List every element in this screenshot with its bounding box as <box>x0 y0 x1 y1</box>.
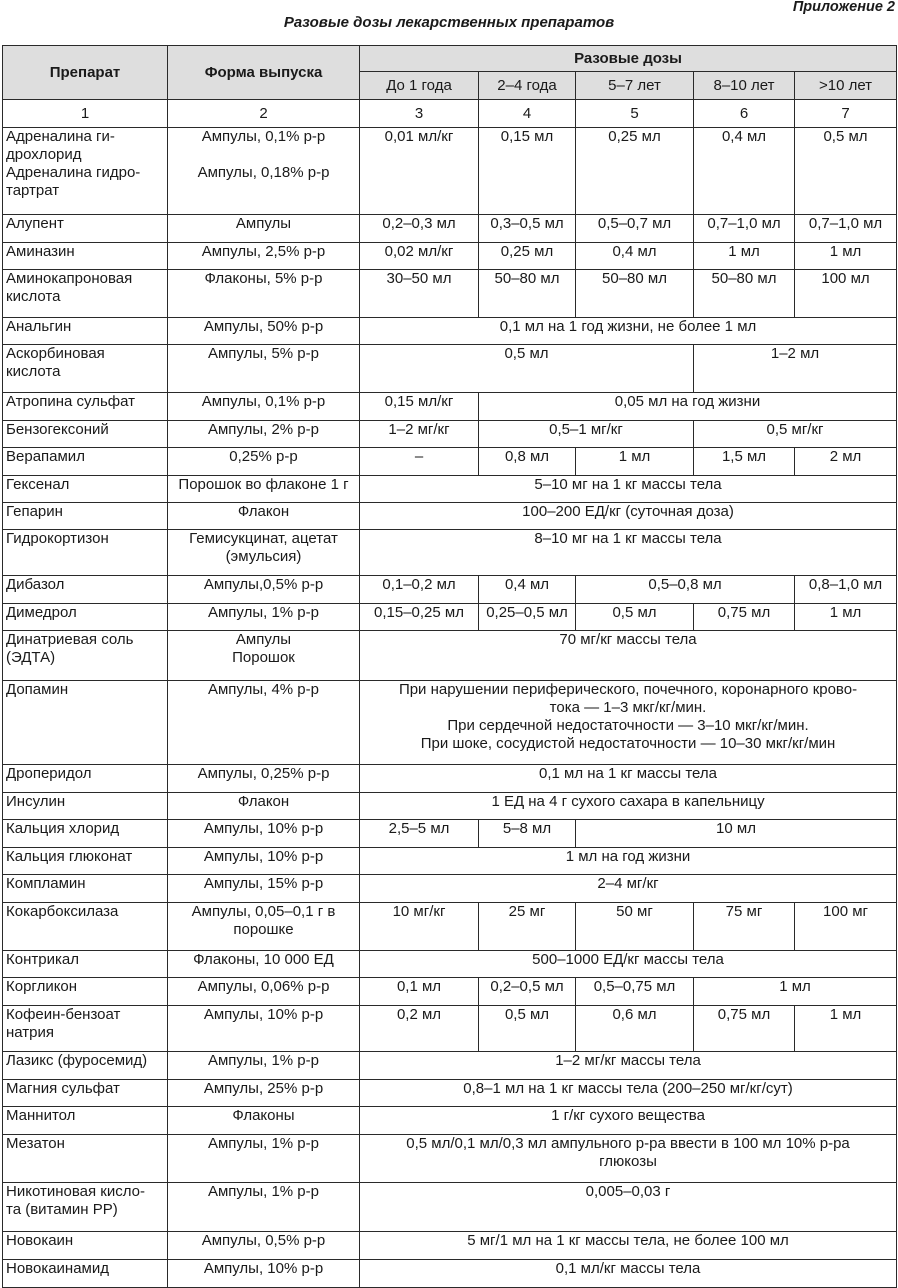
release-form-line: Ампулы, 0,1% р-р <box>201 393 326 410</box>
release-form-cell <box>168 681 360 765</box>
release-form-line: Гемисукцинат, ацетат <box>189 530 338 547</box>
dose-cell: 10 мл <box>576 820 897 848</box>
dose-cell: 0,5–0,8 мл <box>576 576 795 604</box>
dose-cell: 0,6 мл <box>576 1006 694 1052</box>
dose-cell: 500–1000 ЕД/кг массы тела <box>360 951 897 978</box>
drug-name-line: Контрикал <box>6 951 79 968</box>
dose-cell: 0,3–0,5 мл <box>479 215 576 243</box>
drug-name-line: дрохлорид <box>6 146 82 163</box>
drug-name-line: Коргликон <box>6 978 78 995</box>
drug-name-line: Алупент <box>6 215 64 232</box>
dose-cell: 0,5 мл <box>479 1006 576 1052</box>
table-row <box>3 1107 897 1135</box>
column-number: 5 <box>576 100 694 128</box>
dose-cell: 0,15–0,25 мл <box>360 604 479 631</box>
dose-cell: 0,5–0,7 мл <box>576 215 694 243</box>
drug-name-line: Аскорбиновая <box>6 345 105 362</box>
dose-cell: 1 мл <box>795 243 897 270</box>
drug-name-cell <box>3 903 168 951</box>
dose-cell <box>360 1135 897 1183</box>
dose-cell: 0,8–1 мл на 1 кг массы тела (200–250 мг/кг/сут) <box>360 1080 897 1107</box>
column-number: 6 <box>694 100 795 128</box>
dose-cell: 0,1 мл <box>360 978 479 1006</box>
release-form-cell <box>168 270 360 318</box>
table-row <box>3 848 897 875</box>
drug-name-line: Новокаин <box>6 1232 74 1249</box>
dose-cell: 0,7–1,0 мл <box>795 215 897 243</box>
dose-line: При нарушении периферического, почечного, коронарного крово- <box>398 681 858 698</box>
appendix-label: Приложение 2 <box>792 0 895 15</box>
column-number: 3 <box>360 100 479 128</box>
dose-cell: 0,1 мл/кг массы тела <box>360 1260 897 1288</box>
dose-cell: 100 мг <box>795 903 897 951</box>
drug-name-line: Маннитол <box>6 1107 76 1124</box>
release-form-cell <box>168 820 360 848</box>
release-form-cell <box>168 1232 360 1260</box>
header-age: 8–10 лет <box>694 72 795 100</box>
table-row <box>3 215 897 243</box>
column-number: 2 <box>168 100 360 128</box>
dose-line: При шоке, сосудистой недостаточности — 10–30 мкг/кг/мин <box>420 735 836 752</box>
release-form-line: Ампулы, 0,06% р-р <box>197 978 330 995</box>
dose-cell: 0,5 мг/кг <box>694 421 897 448</box>
release-form-cell <box>168 448 360 476</box>
release-form-cell <box>168 631 360 681</box>
dose-cell: 0,1–0,2 мл <box>360 576 479 604</box>
release-form-cell <box>168 1183 360 1232</box>
release-form-line: Ампулы, 4% р-р <box>207 681 319 698</box>
dose-cell: 5–10 мг на 1 кг массы тела <box>360 476 897 503</box>
table-row <box>3 1260 897 1288</box>
drug-name-line: Мезатон <box>6 1135 65 1152</box>
dose-cell: 1 мл <box>795 604 897 631</box>
dose-cell: 50 мг <box>576 903 694 951</box>
dose-cell: 0,25 мл <box>576 128 694 215</box>
drug-name-cell <box>3 765 168 793</box>
drug-name-line: Гидрокортизон <box>6 530 109 547</box>
drug-name-line: Адреналина ги- <box>6 128 115 145</box>
table-row <box>3 476 897 503</box>
dose-cell: 2 мл <box>795 448 897 476</box>
drug-name-cell <box>3 476 168 503</box>
table-row <box>3 448 897 476</box>
release-form-cell <box>168 421 360 448</box>
dose-cell: 1 мл <box>795 1006 897 1052</box>
drug-name-cell <box>3 604 168 631</box>
dose-cell: – <box>360 448 479 476</box>
dose-cell: 50–80 мл <box>479 270 576 318</box>
drug-name-line: Атропина сульфат <box>6 393 135 410</box>
dose-cell: 0,4 мл <box>694 128 795 215</box>
dose-cell: 1 мл <box>694 978 897 1006</box>
drug-name-line: Дроперидол <box>6 765 92 782</box>
table-row <box>3 421 897 448</box>
table-row <box>3 1080 897 1107</box>
dose-cell: 0,4 мл <box>576 243 694 270</box>
dose-cell: 5–8 мл <box>479 820 576 848</box>
dose-cell: 0,5 мл <box>795 128 897 215</box>
table-row <box>3 951 897 978</box>
dose-cell: 0,02 мл/кг <box>360 243 479 270</box>
release-form-line: Ампулы, 1% р-р <box>207 1183 319 1200</box>
release-form-line: (эмульсия) <box>225 548 302 565</box>
dose-cell: 1–2 мл <box>694 345 897 393</box>
release-form-cell <box>168 215 360 243</box>
release-form-line: Ампулы, 2,5% р-р <box>201 243 326 260</box>
release-form-cell <box>168 393 360 421</box>
release-form-cell <box>168 1052 360 1080</box>
dose-line: тока — 1–3 мкг/кг/мин. <box>549 699 707 716</box>
release-form-cell <box>168 1107 360 1135</box>
dose-cell: 0,005–0,03 г <box>360 1183 897 1232</box>
drug-name-cell <box>3 576 168 604</box>
dose-cell: 0,8–1,0 мл <box>795 576 897 604</box>
drug-name-line: Анальгин <box>6 318 72 335</box>
release-form-line: Флаконы, 10 000 ЕД <box>193 951 334 968</box>
header-form: Форма выпуска <box>168 46 360 100</box>
table-row <box>3 1135 897 1183</box>
drug-name-cell <box>3 448 168 476</box>
dose-cell: 30–50 мл <box>360 270 479 318</box>
table-row <box>3 978 897 1006</box>
table-row <box>3 875 897 903</box>
dose-line: При сердечной недостаточности — 3–10 мкг/кг/мин. <box>447 717 809 734</box>
release-form-line: Ампулы, 2% р-р <box>207 421 319 438</box>
table-row <box>3 1006 897 1052</box>
drug-name-cell <box>3 503 168 530</box>
release-form-line: Флаконы <box>232 1107 295 1124</box>
release-form-line: Флакон <box>237 503 290 520</box>
release-form-cell <box>168 476 360 503</box>
dose-cell: 0,7–1,0 мл <box>694 215 795 243</box>
release-form-cell <box>168 848 360 875</box>
dose-cell: 75 мг <box>694 903 795 951</box>
release-form-line: Ампулы, 10% р-р <box>203 820 324 837</box>
drug-name-cell <box>3 951 168 978</box>
drug-name-cell <box>3 1006 168 1052</box>
dose-cell: 1 ЕД на 4 г сухого сахара в капельницу <box>360 793 897 820</box>
drug-name-line: Никотиновая кисло- <box>6 1183 145 1200</box>
drug-name-cell <box>3 1107 168 1135</box>
header-age: 5–7 лет <box>576 72 694 100</box>
release-form-line: Ампулы, 50% р-р <box>203 318 324 335</box>
dose-cell: 1 мл <box>576 448 694 476</box>
release-form-line: Ампулы <box>235 215 292 232</box>
drug-name-line: Кальция хлорид <box>6 820 120 837</box>
dose-cell: 0,5–1 мг/кг <box>479 421 694 448</box>
release-form-line: Порошок <box>232 649 295 666</box>
doses-table <box>2 45 897 1288</box>
dose-cell: 0,2–0,5 мл <box>479 978 576 1006</box>
dose-cell: 0,05 мл на год жизни <box>479 393 897 421</box>
release-form-cell <box>168 530 360 576</box>
drug-name-line: та (витамин РР) <box>6 1201 118 1218</box>
table-row <box>3 681 897 765</box>
drug-name-cell <box>3 393 168 421</box>
drug-name-cell <box>3 848 168 875</box>
dose-cell: 2–4 мг/кг <box>360 875 897 903</box>
table-row <box>3 903 897 951</box>
drug-name-cell <box>3 128 168 215</box>
drug-name-cell <box>3 1232 168 1260</box>
drug-name-line: Аминазин <box>6 243 75 260</box>
drug-name-line: Динатриевая соль <box>6 631 134 648</box>
drug-name-line: Верапамил <box>6 448 85 465</box>
dose-cell <box>360 681 897 765</box>
dose-cell: 0,15 мл <box>479 128 576 215</box>
dose-cell: 1,5 мл <box>694 448 795 476</box>
dose-cell: 10 мг/кг <box>360 903 479 951</box>
header-age: 2–4 года <box>479 72 576 100</box>
table-row <box>3 1232 897 1260</box>
table-row <box>3 765 897 793</box>
drug-name-line: Бензогексоний <box>6 421 109 438</box>
dose-cell: 0,5 мл <box>360 345 694 393</box>
drug-name-line: Новокаинамид <box>6 1260 110 1277</box>
drug-name-line: Адреналина гидро- <box>6 164 141 181</box>
release-form-line: Ампулы, 15% р-р <box>203 875 324 892</box>
drug-name-cell <box>3 345 168 393</box>
column-number: 7 <box>795 100 897 128</box>
drug-name-cell <box>3 978 168 1006</box>
dose-cell: 2,5–5 мл <box>360 820 479 848</box>
table-row <box>3 128 897 215</box>
column-number-row <box>3 100 897 128</box>
header-age: >10 лет <box>795 72 897 100</box>
table-row <box>3 1052 897 1080</box>
dose-cell: 0,5–0,75 мл <box>576 978 694 1006</box>
table-row <box>3 1183 897 1232</box>
table-row <box>3 345 897 393</box>
release-form-line: Ампулы, 25% р-р <box>203 1080 324 1097</box>
drug-name-line: Кокарбоксилаза <box>6 903 119 920</box>
drug-name-line: Магния сульфат <box>6 1080 120 1097</box>
drug-name-cell <box>3 681 168 765</box>
table-row <box>3 318 897 345</box>
dose-cell: 100–200 ЕД/кг (суточная доза) <box>360 503 897 530</box>
release-form-line: Ампулы, 1% р-р <box>207 1052 319 1069</box>
header-doses: Разовые дозы <box>360 46 897 72</box>
dose-cell: 0,15 мл/кг <box>360 393 479 421</box>
release-form-cell <box>168 903 360 951</box>
release-form-cell <box>168 243 360 270</box>
drug-name-cell <box>3 270 168 318</box>
drug-name-cell <box>3 793 168 820</box>
table-row <box>3 631 897 681</box>
dose-cell: 0,75 мл <box>694 1006 795 1052</box>
dose-cell: 5 мг/1 мл на 1 кг массы тела, не более 100 мл <box>360 1232 897 1260</box>
release-form-line: 0,25% р-р <box>229 448 298 465</box>
header-age: До 1 года <box>360 72 479 100</box>
table-row <box>3 576 897 604</box>
drug-name-line: (ЭДТА) <box>6 649 56 666</box>
dose-cell: 50–80 мл <box>694 270 795 318</box>
table-row <box>3 530 897 576</box>
release-form-line: Флаконы, 5% р-р <box>204 270 323 287</box>
header-drug: Препарат <box>3 46 168 100</box>
release-form-line: Ампулы, 1% р-р <box>207 604 319 621</box>
dose-cell: 1–2 мг/кг массы тела <box>360 1052 897 1080</box>
dose-cell: 1 г/кг сухого вещества <box>360 1107 897 1135</box>
dose-cell: 0,8 мл <box>479 448 576 476</box>
release-form-cell <box>168 1080 360 1107</box>
dose-cell: 1–2 мг/кг <box>360 421 479 448</box>
release-form-line: Порошок во флаконе 1 г <box>178 476 349 493</box>
drug-name-line: Кальция глюконат <box>6 848 133 865</box>
drug-name-cell <box>3 1183 168 1232</box>
release-form-cell <box>168 1006 360 1052</box>
release-form-cell <box>168 875 360 903</box>
table-row <box>3 270 897 318</box>
drug-name-line: натрия <box>6 1024 55 1041</box>
table-row <box>3 243 897 270</box>
dose-cell: 0,25–0,5 мл <box>479 604 576 631</box>
dose-cell: 0,01 мл/кг <box>360 128 479 215</box>
dose-cell: 0,1 мл на 1 год жизни, не более 1 мл <box>360 318 897 345</box>
release-form-line: Флакон <box>237 793 290 810</box>
release-form-line: Ампулы, 0,18% р-р <box>197 164 330 181</box>
dose-cell: 0,2–0,3 мл <box>360 215 479 243</box>
release-form-cell <box>168 318 360 345</box>
drug-name-line: Инсулин <box>6 793 66 810</box>
dose-cell: 0,4 мл <box>479 576 576 604</box>
drug-name-cell <box>3 215 168 243</box>
drug-name-line: Аминокапроновая <box>6 270 133 287</box>
release-form-line: Ампулы <box>235 631 292 648</box>
drug-name-cell <box>3 1052 168 1080</box>
release-form-cell <box>168 576 360 604</box>
table-row <box>3 393 897 421</box>
dose-cell: 100 мл <box>795 270 897 318</box>
dose-cell: 1 мл <box>694 243 795 270</box>
drug-name-cell <box>3 820 168 848</box>
drug-name-cell <box>3 1260 168 1288</box>
table-row <box>3 503 897 530</box>
drug-name-line: кислота <box>6 288 61 305</box>
release-form-line: Ампулы, 0,05–0,1 г в <box>191 903 336 920</box>
release-form-cell <box>168 604 360 631</box>
drug-name-cell <box>3 1080 168 1107</box>
drug-name-line: Кофеин-бензоат <box>6 1006 121 1023</box>
release-form-line: Ампулы, 10% р-р <box>203 1260 324 1277</box>
drug-name-cell <box>3 1135 168 1183</box>
release-form-cell <box>168 978 360 1006</box>
drug-name-cell <box>3 631 168 681</box>
dose-cell: 0,75 мл <box>694 604 795 631</box>
dose-cell: 0,2 мл <box>360 1006 479 1052</box>
column-number: 1 <box>3 100 168 128</box>
drug-name-cell <box>3 243 168 270</box>
drug-name-line: Лазикс (фуросемид) <box>6 1052 148 1069</box>
drug-name-cell <box>3 530 168 576</box>
dose-cell: 1 мл на год жизни <box>360 848 897 875</box>
release-form-line: Ампулы, 1% р-р <box>207 1135 319 1152</box>
drug-name-line: Допамин <box>6 681 69 698</box>
dose-cell: 0,1 мл на 1 кг массы тела <box>360 765 897 793</box>
release-form-cell <box>168 503 360 530</box>
release-form-cell <box>168 793 360 820</box>
release-form-cell <box>168 1135 360 1183</box>
release-form-line: Ампулы, 0,5% р-р <box>201 1232 326 1249</box>
drug-name-line: Гексенал <box>6 476 70 493</box>
table-row <box>3 604 897 631</box>
drug-name-cell <box>3 875 168 903</box>
dose-line: глюкозы <box>599 1153 657 1170</box>
release-form-line: Ампулы,0,5% р-р <box>203 576 324 593</box>
dose-cell: 0,5 мл <box>576 604 694 631</box>
column-number: 4 <box>479 100 576 128</box>
drug-name-cell <box>3 318 168 345</box>
table-row <box>3 820 897 848</box>
release-form-cell <box>168 1260 360 1288</box>
release-form-cell <box>168 951 360 978</box>
dose-cell: 25 мг <box>479 903 576 951</box>
dose-line: 0,5 мл/0,1 мл/0,3 мл ампульного р-ра ввести в 100 мл 10% р-ра <box>406 1135 850 1152</box>
drug-name-cell <box>3 421 168 448</box>
dose-cell: 8–10 мг на 1 кг массы тела <box>360 530 897 576</box>
page-title: Разовые дозы лекарственных препаратов <box>283 14 615 31</box>
drug-name-line: Гепарин <box>6 503 63 520</box>
release-form-line: Ампулы, 0,1% р-р <box>201 128 326 145</box>
dose-cell: 70 мг/кг массы тела <box>360 631 897 681</box>
table-row <box>3 793 897 820</box>
release-form-line: Ампулы, 5% р-р <box>207 345 319 362</box>
drug-name-line: Дибазол <box>6 576 65 593</box>
release-form-cell <box>168 345 360 393</box>
dose-cell: 50–80 мл <box>576 270 694 318</box>
release-form-cell <box>168 128 360 215</box>
release-form-cell <box>168 765 360 793</box>
dose-cell: 0,25 мл <box>479 243 576 270</box>
drug-name-line: тартрат <box>6 182 60 199</box>
drug-name-line: кислота <box>6 363 61 380</box>
release-form-line: порошке <box>233 921 294 938</box>
release-form-line: Ампулы, 10% р-р <box>203 848 324 865</box>
drug-name-line: Компламин <box>6 875 86 892</box>
release-form-line: Ампулы, 0,25% р-р <box>197 765 330 782</box>
drug-name-line: Димедрол <box>6 604 77 621</box>
release-form-line: Ампулы, 10% р-р <box>203 1006 324 1023</box>
